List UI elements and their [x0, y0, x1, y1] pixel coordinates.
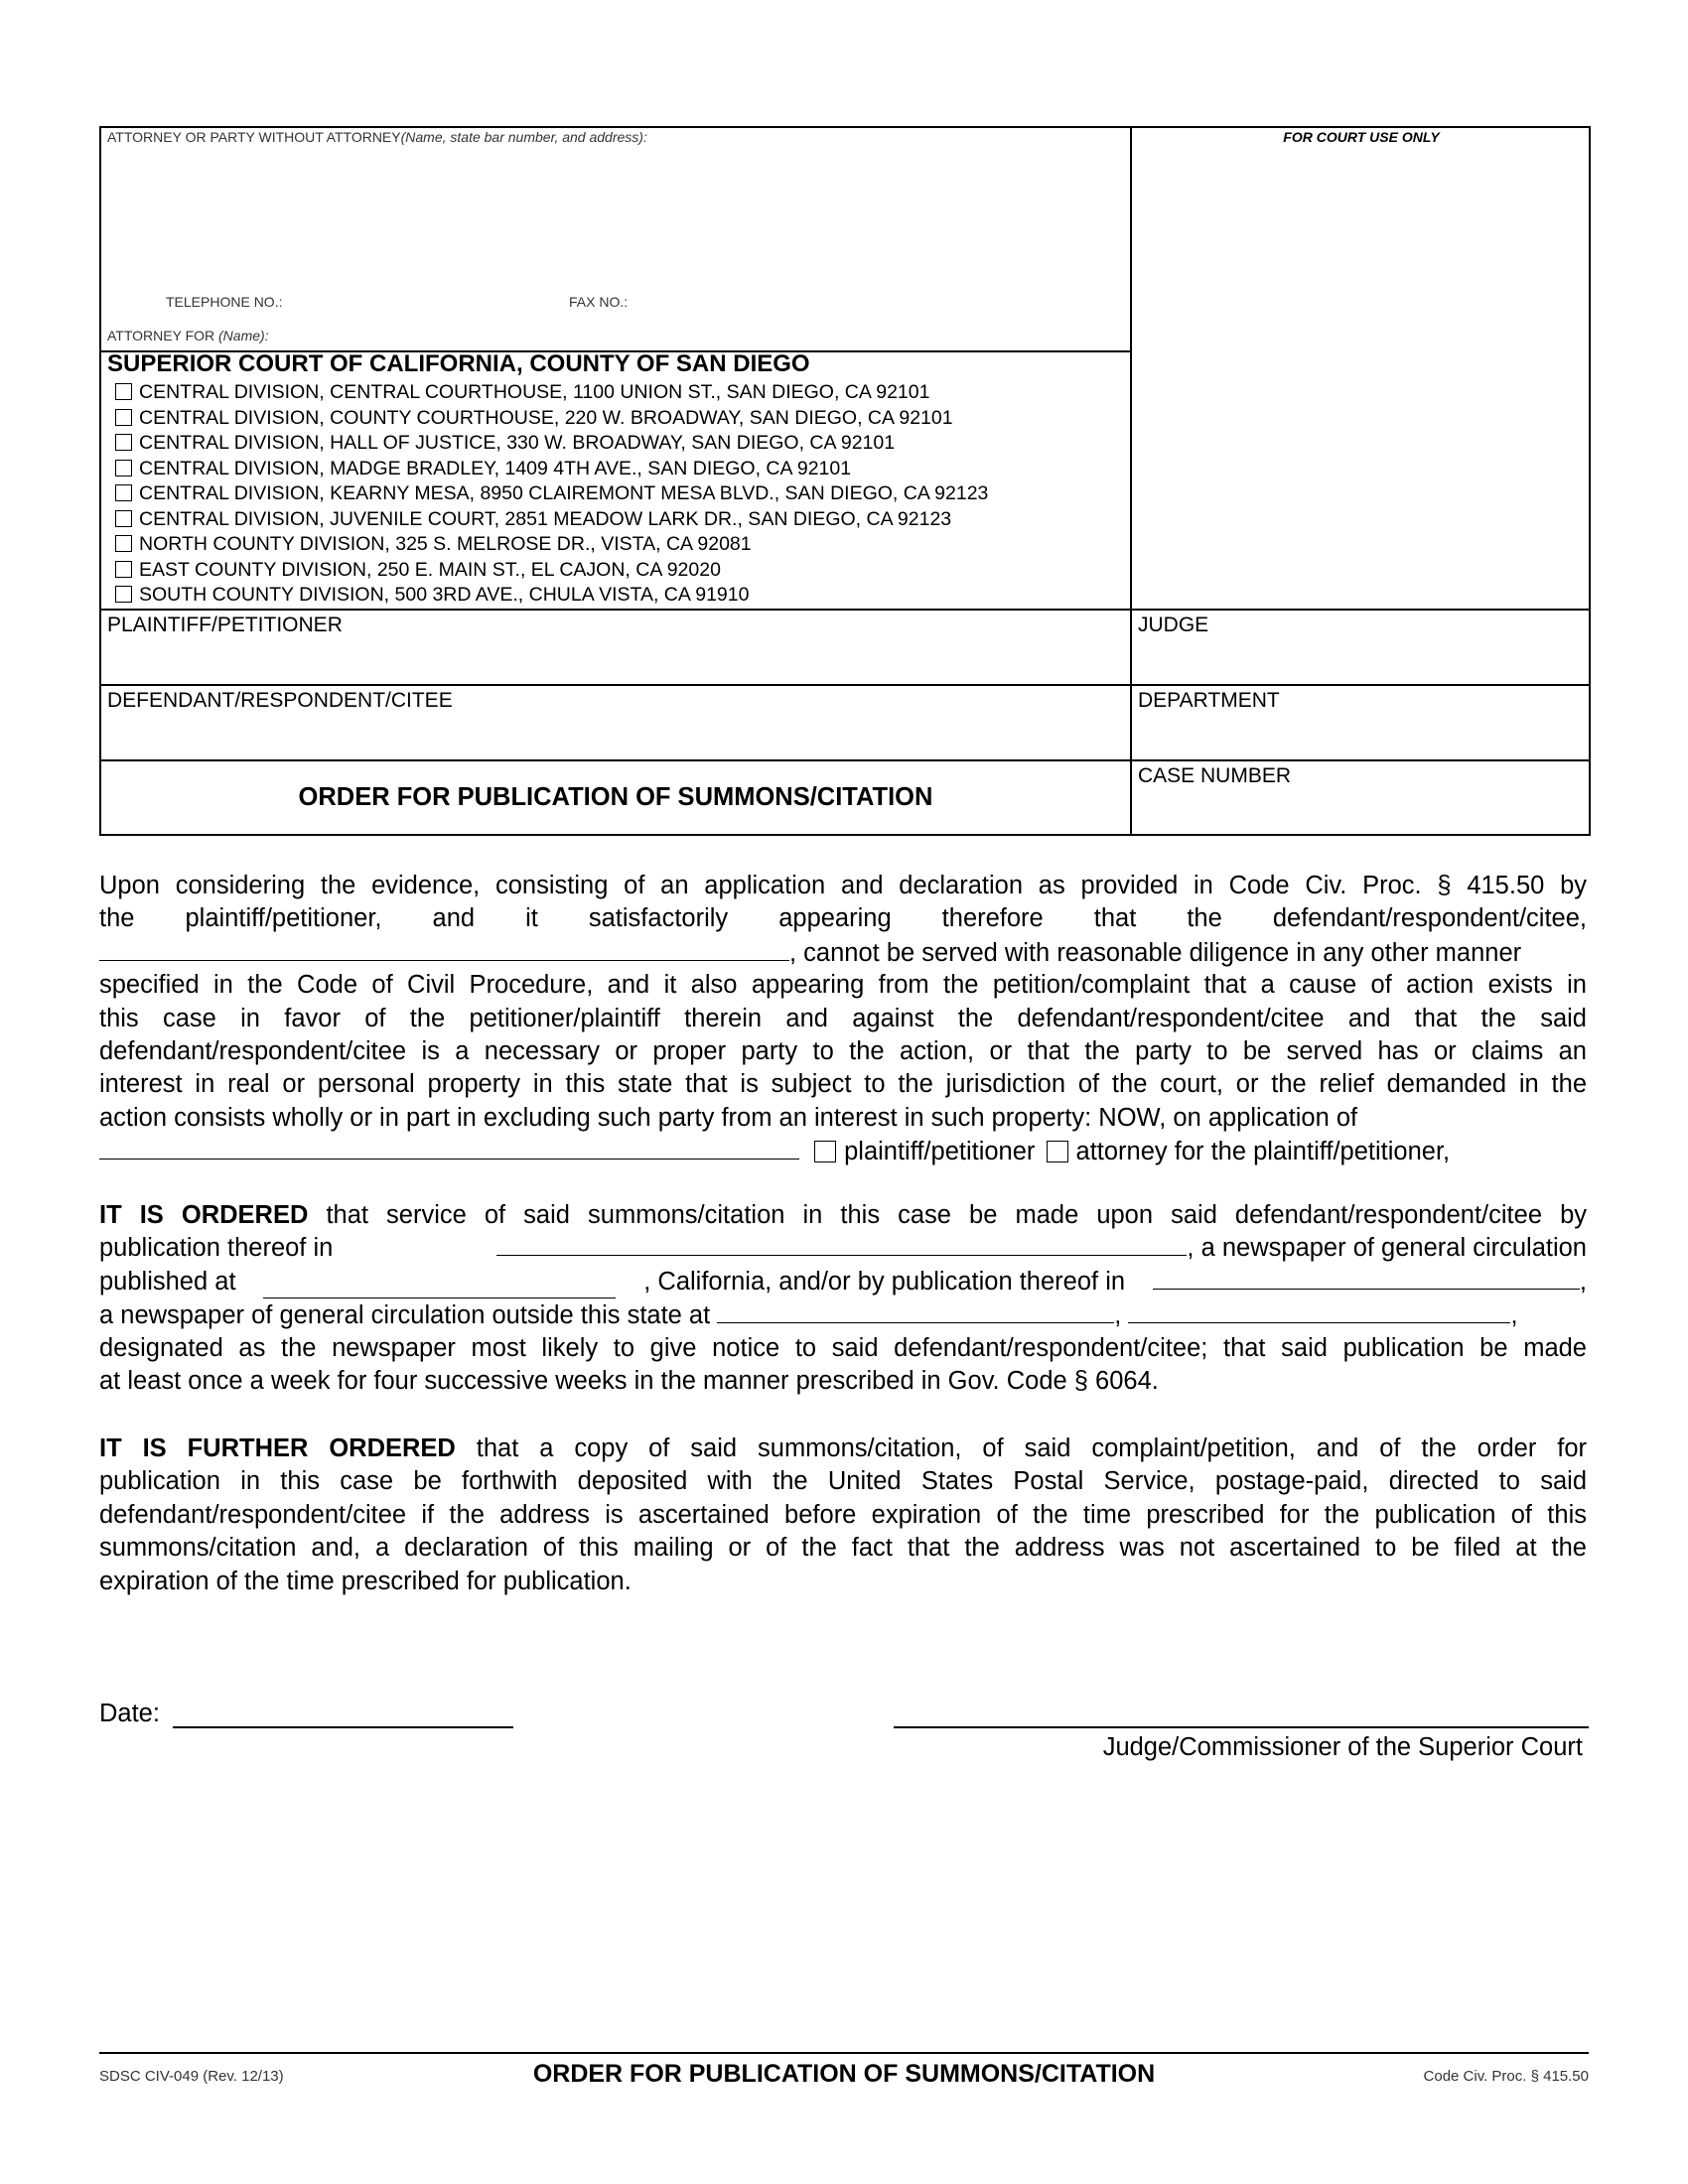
- court-location-item[interactable]: EAST COUNTY DIVISION, 250 E. MAIN ST., EL CAJON, CA 92020: [115, 558, 988, 584]
- caption-vertical-divider: [1130, 126, 1132, 836]
- checkbox[interactable]: [115, 510, 132, 527]
- text-line: action consists wholly or in part in excluding such party from an interest in such property: NOW, on application of: [99, 1103, 1358, 1132]
- defendant-field[interactable]: [105, 715, 1123, 754]
- court-location-item[interactable]: SOUTH COUNTY DIVISION, 500 3RD AVE., CHULA VISTA, CA 91910: [115, 583, 988, 609]
- checkbox[interactable]: [115, 409, 132, 426]
- outside-state-location-2-blank[interactable]: [1128, 1298, 1510, 1323]
- defendant-name-blank[interactable]: [99, 936, 789, 961]
- case-number-field[interactable]: [1138, 790, 1585, 830]
- court-location-item[interactable]: CENTRAL DIVISION, HALL OF JUSTICE, 330 W. BROADWAY, SAN DIEGO, CA 92101: [115, 431, 988, 457]
- court-use-label: FOR COURT USE ONLY: [1283, 129, 1440, 145]
- date-label: Date:: [99, 1700, 160, 1727]
- newspaper-name-blank[interactable]: [496, 1231, 1187, 1256]
- text-line: the plaintiff/petitioner, and it satisfactorily appearing therefore that the defendant/respondent/citee,: [99, 904, 1587, 933]
- text-line: published at , California, and/or by publication thereof in ,: [99, 1266, 1587, 1298]
- attorney-label: ATTORNEY OR PARTY WITHOUT ATTORNEY(Name, state bar number, and address):: [107, 129, 647, 145]
- published-city-blank[interactable]: [263, 1274, 616, 1298]
- attorney-name-address-field[interactable]: [105, 151, 1123, 285]
- footer-form-id: SDSC CIV-049 (Rev. 12/13): [99, 2068, 284, 2085]
- text-line: at least once a week for four successive weeks in the manner prescribed in Gov. Code § 6064.: [99, 1366, 1159, 1395]
- second-newspaper-blank[interactable]: [1153, 1265, 1580, 1290]
- outside-state-location-blank[interactable]: [717, 1298, 1114, 1323]
- court-location-item[interactable]: CENTRAL DIVISION, MADGE BRADLEY, 1409 4TH AVE., SAN DIEGO, CA 92101: [115, 457, 988, 482]
- divider-court-plaintiff: [99, 609, 1591, 611]
- text-line: specified in the Code of Civil Procedure, and it also appearing from the petition/complaint that a cause of action exists in: [99, 971, 1587, 1000]
- text-line: defendant/respondent/citee if the address is ascertained before expiration of the time prescribed for the publication of this: [99, 1500, 1587, 1529]
- court-location-item[interactable]: CENTRAL DIVISION, COUNTY COURTHOUSE, 220 W. BROADWAY, SAN DIEGO, CA 92101: [115, 406, 988, 432]
- checkbox[interactable]: [115, 586, 132, 603]
- text-line: expiration of the time prescribed for publication.: [99, 1567, 632, 1595]
- footer-code: Code Civ. Proc. § 415.50: [1423, 2068, 1589, 2085]
- text-line: summons/citation and, a declaration of this mailing or of the fact that the address was not ascertained to be filed at the: [99, 1534, 1587, 1563]
- text-line: defendant/respondent/citee is a necessary or proper party to the action, or that the party to be served has or claims an: [99, 1036, 1587, 1065]
- fax-field[interactable]: [643, 288, 941, 312]
- text-line: a newspaper of general circulation outside this state at , ,: [99, 1298, 1587, 1331]
- judge-signature-label: Judge/Commissioner of the Superior Court: [1102, 1733, 1583, 1761]
- telephone-label: TELEPHONE NO.:: [166, 294, 283, 310]
- case-number-label: CASE NUMBER: [1138, 764, 1292, 787]
- text-line: IT IS FURTHER ORDERED that a copy of said summons/citation, of said complaint/petition, and of the order for: [99, 1434, 1587, 1462]
- footer-title: ORDER FOR PUBLICATION OF SUMMONS/CITATION: [532, 2060, 1156, 2088]
- attorney-for-field[interactable]: [308, 324, 1102, 347]
- court-title: SUPERIOR COURT OF CALIFORNIA, COUNTY OF SAN DIEGO: [107, 350, 810, 377]
- department-field[interactable]: [1138, 715, 1585, 754]
- plaintiff-petitioner-checkbox[interactable]: [814, 1141, 836, 1162]
- text-line: , cannot be served with reasonable diligence in any other manner: [99, 936, 1587, 969]
- applicant-name-blank[interactable]: [99, 1135, 799, 1160]
- checkbox[interactable]: [115, 434, 132, 451]
- court-location-list: [115, 380, 988, 609]
- text-line: interest in real or personal property in this state that is subject to the jurisdiction of the court, or the relief demanded in the: [99, 1070, 1587, 1099]
- checkbox[interactable]: [115, 561, 132, 578]
- judge-field[interactable]: [1138, 639, 1585, 679]
- telephone-field[interactable]: [308, 288, 556, 312]
- judge-label: JUDGE: [1138, 614, 1209, 636]
- defendant-label: DEFENDANT/RESPONDENT/CITEE: [107, 689, 453, 712]
- footer-rule: [99, 2052, 1589, 2054]
- date-blank[interactable]: [173, 1726, 513, 1728]
- text-line: designated as the newspaper most likely to give notice to said defendant/respondent/citee; that said publication be made: [99, 1333, 1587, 1362]
- text-line: publication thereof in , a newspaper of general circulation: [99, 1232, 1587, 1265]
- court-location-item[interactable]: NORTH COUNTY DIVISION, 325 S. MELROSE DR., VISTA, CA 92081: [115, 532, 988, 558]
- paragraph-evidence: [99, 870, 1587, 1168]
- court-location-item[interactable]: CENTRAL DIVISION, KEARNY MESA, 8950 CLAIREMONT MESA BLVD., SAN DIEGO, CA 92123: [115, 481, 988, 507]
- text-line: Upon considering the evidence, consisting of an application and declaration as provided in Code Civ. Proc. § 415.50 by: [99, 872, 1587, 899]
- checkbox[interactable]: [115, 383, 132, 400]
- divider-defendant-title: [99, 759, 1591, 761]
- checkbox[interactable]: [115, 484, 132, 501]
- attorney-for-plaintiff-checkbox[interactable]: [1047, 1141, 1068, 1162]
- fax-label: FAX NO.:: [569, 294, 629, 310]
- divider-plaintiff-defendant: [99, 684, 1591, 686]
- court-location-item[interactable]: CENTRAL DIVISION, JUVENILE COURT, 2851 MEADOW LARK DR., SAN DIEGO, CA 92123: [115, 507, 988, 533]
- text-line: IT IS ORDERED that service of said summons/citation in this case be made upon said defendant/respondent/citee by: [99, 1201, 1587, 1229]
- checkbox[interactable]: [115, 460, 132, 477]
- text-line: this case in favor of the petitioner/plaintiff therein and against the defendant/respondent/citee and that the said: [99, 1004, 1587, 1032]
- department-label: DEPARTMENT: [1138, 689, 1280, 712]
- checkbox[interactable]: [115, 535, 132, 552]
- paragraph-it-is-further-ordered: [99, 1433, 1587, 1598]
- text-line: publication in this case be forthwith deposited with the United States Postal Service, postage-paid, directed to said: [99, 1467, 1587, 1496]
- judge-signature-line[interactable]: [894, 1726, 1589, 1728]
- text-line: plaintiff/petitioner attorney for the plaintiff/petitioner,: [99, 1135, 1587, 1167]
- plaintiff-field[interactable]: [105, 639, 1123, 679]
- form-title: ORDER FOR PUBLICATION OF SUMMONS/CITATION: [298, 783, 933, 811]
- plaintiff-label: PLAINTIFF/PETITIONER: [107, 614, 343, 636]
- attorney-for-label: ATTORNEY FOR (Name):: [107, 328, 269, 343]
- paragraph-it-is-ordered: [99, 1199, 1587, 1398]
- court-location-item[interactable]: CENTRAL DIVISION, CENTRAL COURTHOUSE, 1100 UNION ST., SAN DIEGO, CA 92101: [115, 380, 988, 406]
